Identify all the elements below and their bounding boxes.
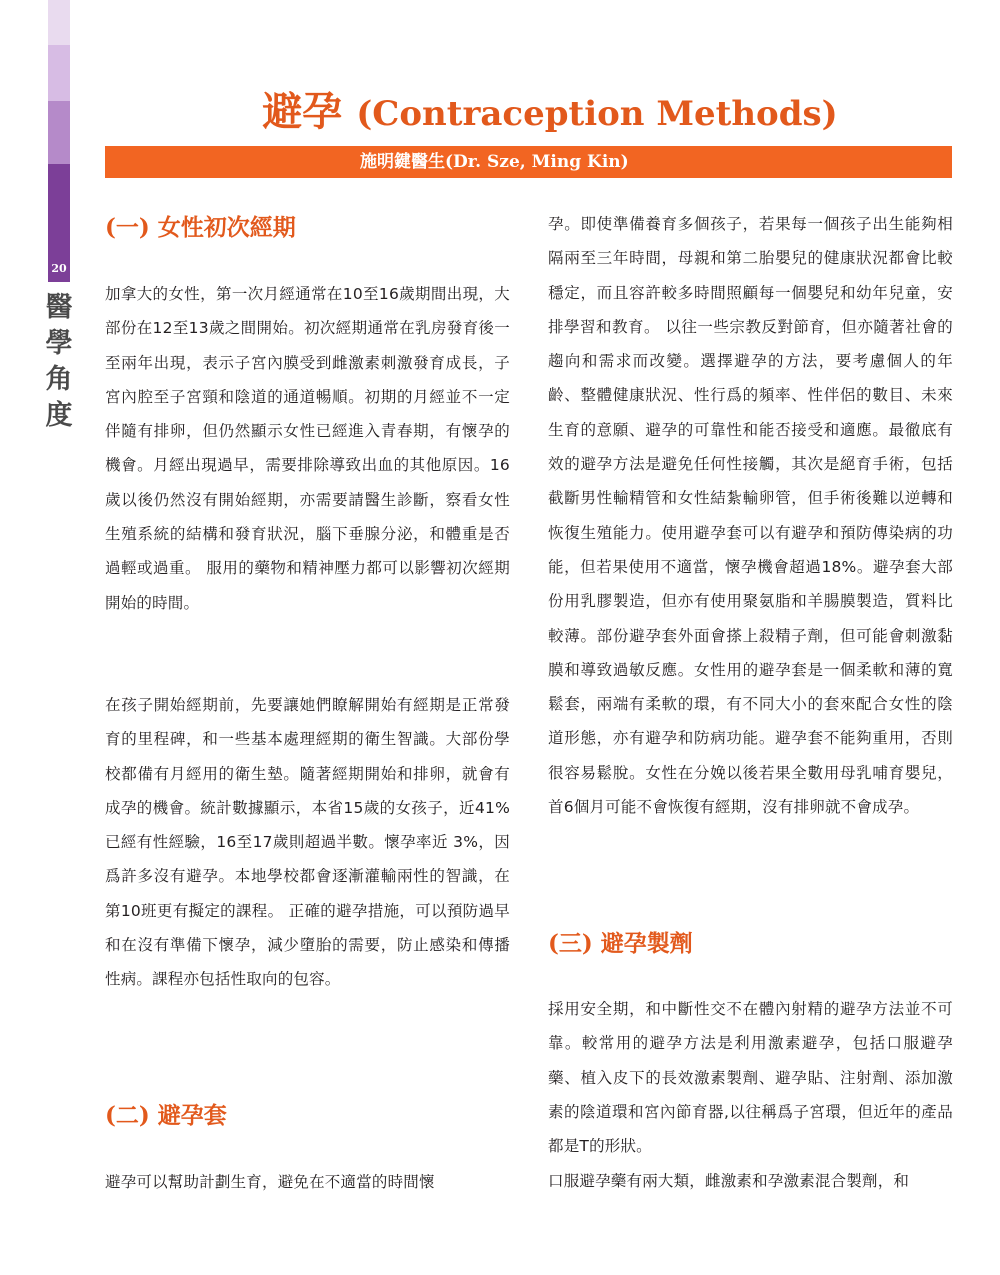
section-1-paragraph-1: 加拿大的女性，第一次月經通常在10至16歲期間出現，大部份在12至13歲之間開始。初次經期通常在乳房發育後一至兩年出現，表示子宮內膜受到雌激素刺激發育成長，子宮內腔至子宮頸和陰道的通道暢順。初期的月經並不一定伴隨有排卵，但仍然顯示女性已經進入青春期，有懷孕的機會。月經出現過早，需要排除導致出血的其他原因。16歲以後仍然沒有開始經期，亦需要請醫生診斷，察看女性生殖系統的結構和發育狀況，腦下垂腺分泌，和體重是否過輕或過重。 服用的藥物和精神壓力都可以影響初次經期開始的時間。 [105,285,510,612]
section-name-char: 醫 [45,292,73,323]
page-title [150,84,950,142]
section-3-paragraph-1: 採用安全期，和中斷性交不在體內射精的避孕方法並不可靠。較常用的避孕方法是利用激素避孕，包括口服避孕藥、植入皮下的長效激素製劑、避孕貼、注射劑、添加激素的陰道環和宮內節育器,以往稱爲子宮環，但近年的產品都是T的形狀。 [548,1000,953,1156]
section-2-paragraph-2: 孕。即使準備養育多個孩子，若果每一個孩子出生能夠相隔兩至三年時間，母親和第二胎嬰兒的健康狀況都會比較穩定，而且容許較多時間照顧每一個嬰兒和幼年兒童，安排學習和教育。 以往一些宗教反對節育，但亦隨著社會的趨向和需求而改變。選擇避孕的方法，要考慮個人的年齡、整體健康狀況、性行爲的頻率、性伴侶的數目、未來生育的意願、避孕的可靠性和能否接受和適應。最徹底有效的避孕方法是避免任何性接觸，其次是絕育手術，包括截斷男性輸精管和女性結紮輸卵管，但手術後難以逆轉和恢復生殖能力。使用避孕套可以有避孕和預防傳染病的功能，但若果使用不適當，懷孕機會超過18%。避孕套大部份用乳膠製造，但亦有使用聚氨脂和羊腸膜製造，質料比較薄。部份避孕套外面會搽上殺精子劑，但可能會刺激黏膜和導致過敏反應。女性用的避孕套是一個柔軟和薄的寬鬆套，兩端有柔軟的環，有不同大小的套來配合女性的陰道形態，亦有避孕和防病功能。避孕套不能夠重用，否則很容易鬆脫。女性在分娩以後若果全數用母乳哺育嬰兒，首6個月可能不會恢復有經期，沒有排卵就不會成孕。 [548,215,953,817]
sidebar-segment-mid2 [48,101,70,164]
section-2-heading: (二) 避孕套 [105,1102,227,1129]
section-name-char: 角 [45,364,73,395]
title-chinese: 避孕 [262,88,343,135]
section-name-char: 度 [45,400,73,431]
title-english: (Contraception Methods) [356,94,838,134]
section-name-char: 學 [45,328,73,359]
sidebar-segment-mid1 [48,45,70,101]
section-3-paragraph-2: 口服避孕藥有兩大類，雌激素和孕激素混合製劑，和 [548,1172,910,1190]
section-3-heading: (三) 避孕製劑 [548,930,693,957]
section-1-paragraph-2: 在孩子開始經期前，先要讓她們瞭解開始有經期是正常發育的里程碑，和一些基本處理經期的衛生智識。大部份學校都備有月經用的衛生墊。隨著經期開始和排卵，就會有成孕的機會。統計數據顯示，本省15歲的女孩子，近41%已經有性經驗，16至17歲則超過半數。懷孕率近 3%，因爲許多沒有避孕。本地學校都會逐漸灌輸兩性的智識，在第10班更有擬定的課程。 正確的避孕措施，可以預防過早和在沒有準備下懷孕，減少墮胎的需要，防止感染和傳播性病。課程亦包括性取向的包容。 [105,696,510,989]
author-bar [105,146,952,178]
section-2-paragraph-1: 避孕可以幫助計劃生育，避免在不適當的時間懷 [105,1173,435,1191]
author-name: 施明鍵醫生(Dr. Sze, Ming Kin) [360,152,629,172]
section-name-vertical [44,290,74,434]
sidebar-segment-light [48,0,70,45]
section-1-heading: (一) 女性初次經期 [105,214,296,241]
page-number: 20 [51,262,67,275]
